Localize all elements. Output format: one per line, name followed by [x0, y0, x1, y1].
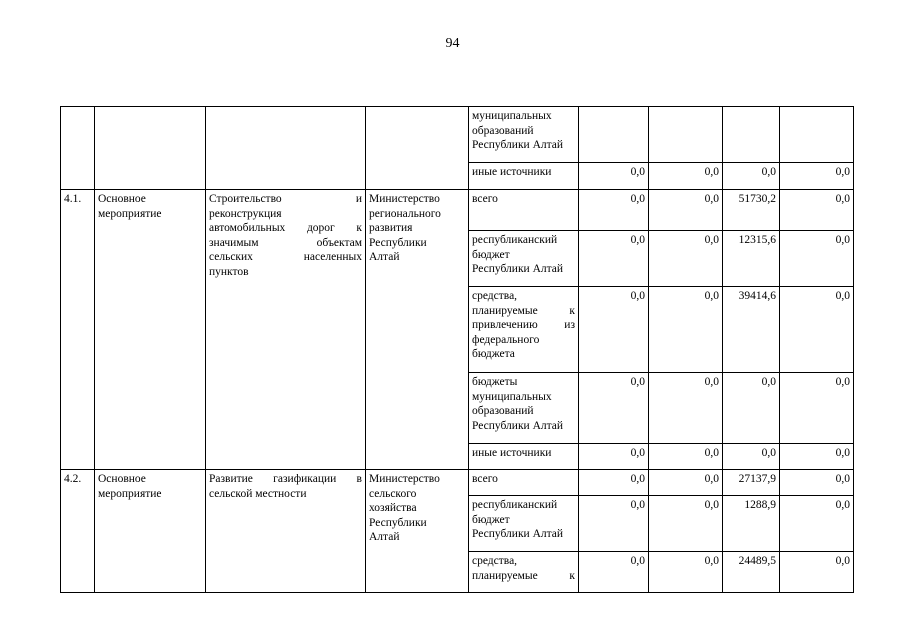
text-line: Алтай: [369, 531, 400, 543]
executor: [366, 190, 469, 470]
text-line: Министерство: [369, 473, 440, 485]
page-number: 94: [445, 36, 460, 51]
executor: [366, 470, 469, 593]
value-cell: [723, 107, 780, 163]
text-line: бюджет: [472, 248, 510, 261]
value-cell: 0,0: [723, 163, 780, 190]
text-line: мероприятие: [98, 487, 162, 500]
value-cell: [649, 107, 723, 163]
funding-source-cell: [469, 373, 579, 444]
value-cell: 0,0: [579, 470, 649, 496]
value-cell: 0,0: [579, 373, 649, 444]
value-cell: 0,0: [649, 496, 723, 552]
text-line: бюджет: [472, 513, 510, 526]
text-line: регионального: [369, 207, 441, 220]
value-cell: 0,0: [649, 287, 723, 373]
table-row: [61, 107, 854, 163]
text-line: пунктов: [209, 265, 249, 278]
text-line: Министерство: [369, 193, 440, 205]
value-cell: 0,0: [780, 444, 854, 470]
text-line: развития: [369, 222, 413, 234]
value-cell: 0,0: [723, 444, 780, 470]
funding-source-cell: иные источники: [469, 163, 579, 190]
text-line: сельских населенных: [209, 251, 362, 263]
value-cell: 0,0: [780, 552, 854, 593]
text-line: сельского: [369, 487, 417, 500]
value-cell: 0,0: [579, 496, 649, 552]
text-line: Республики Алтай: [472, 263, 564, 275]
empty-cell: [95, 107, 206, 190]
table-row: [61, 470, 854, 496]
text-line: реконструкция: [209, 207, 282, 220]
text-line: планируемые к: [472, 304, 575, 317]
value-cell: [579, 107, 649, 163]
value-cell: 0,0: [579, 444, 649, 470]
value-cell: 0,0: [780, 231, 854, 287]
funding-source-cell: [469, 287, 579, 373]
value-cell: 0,0: [780, 163, 854, 190]
text-line: хозяйства: [369, 502, 417, 514]
activity-name: [206, 190, 366, 470]
text-line: Республики Алтай: [472, 419, 564, 432]
value-cell: 24489,5: [723, 552, 780, 593]
value-cell: 0,0: [579, 190, 649, 231]
value-cell: 0,0: [780, 470, 854, 496]
empty-cell: [61, 107, 95, 190]
value-cell: 0,0: [579, 287, 649, 373]
text-line: республиканский: [472, 499, 558, 511]
value-cell: 0,0: [649, 231, 723, 287]
activity-name: [206, 470, 366, 593]
program-activities-table: [60, 106, 854, 593]
value-cell: 0,0: [649, 163, 723, 190]
value-cell: 51730,2: [723, 190, 780, 231]
row-number: 4.1.: [61, 190, 95, 470]
text-line: средства,: [472, 290, 518, 302]
text-line: Строительство и: [209, 193, 362, 205]
value-cell: 1288,9: [723, 496, 780, 552]
text-line: автомобильных дорог к: [209, 222, 362, 234]
funding-source-cell: [469, 496, 579, 552]
value-cell: 0,0: [579, 552, 649, 593]
text-line: сельской местности: [209, 487, 307, 500]
empty-cell: [206, 107, 366, 190]
activity-type: [95, 190, 206, 470]
text-line: бюджеты: [472, 376, 518, 388]
text-line: Основное: [98, 473, 146, 485]
text-line: Алтай: [369, 251, 400, 263]
text-line: планируемые к: [472, 569, 575, 582]
value-cell: 12315,6: [723, 231, 780, 287]
value-cell: 0,0: [649, 373, 723, 444]
text-line: Основное: [98, 193, 146, 205]
value-cell: 0,0: [579, 163, 649, 190]
text-line: Республики Алтай: [472, 528, 564, 540]
text-line: средства,: [472, 555, 518, 567]
funding-source-cell: иные источники: [469, 444, 579, 470]
value-cell: 0,0: [649, 470, 723, 496]
row-number: 4.2.: [61, 470, 95, 593]
text-line: Развитие газификации в: [209, 473, 362, 485]
text-line: образований: [472, 405, 534, 417]
text-line: Республики: [369, 236, 427, 249]
value-cell: 0,0: [579, 231, 649, 287]
text-line: мероприятие: [98, 207, 162, 220]
activity-type: [95, 470, 206, 593]
text-line: муниципальных: [472, 110, 552, 122]
text-line: бюджета: [472, 348, 515, 360]
text-line: республиканский: [472, 234, 558, 246]
value-cell: 0,0: [780, 287, 854, 373]
value-cell: 0,0: [780, 496, 854, 552]
value-cell: 0,0: [780, 190, 854, 231]
funding-source-cell: всего: [469, 470, 579, 496]
value-cell: 0,0: [649, 552, 723, 593]
value-cell: 27137,9: [723, 470, 780, 496]
empty-cell: [366, 107, 469, 190]
value-cell: 39414,6: [723, 287, 780, 373]
value-cell: 0,0: [723, 373, 780, 444]
value-cell: 0,0: [649, 190, 723, 231]
value-cell: 0,0: [649, 444, 723, 470]
funding-source-cell: [469, 231, 579, 287]
text-line: федерального: [472, 333, 540, 346]
text-line: муниципальных: [472, 390, 552, 403]
text-line: Республики: [369, 516, 427, 529]
value-cell: 0,0: [780, 373, 854, 444]
value-cell: [780, 107, 854, 163]
funding-source-cell: всего: [469, 190, 579, 231]
funding-source-cell: [469, 107, 579, 163]
text-line: образований: [472, 124, 534, 137]
text-line: Республики Алтай: [472, 139, 564, 151]
text-line: значимым объектам: [209, 236, 362, 249]
table-row: [61, 190, 854, 231]
funding-source-cell: [469, 552, 579, 593]
text-line: привлечению из: [472, 319, 575, 331]
